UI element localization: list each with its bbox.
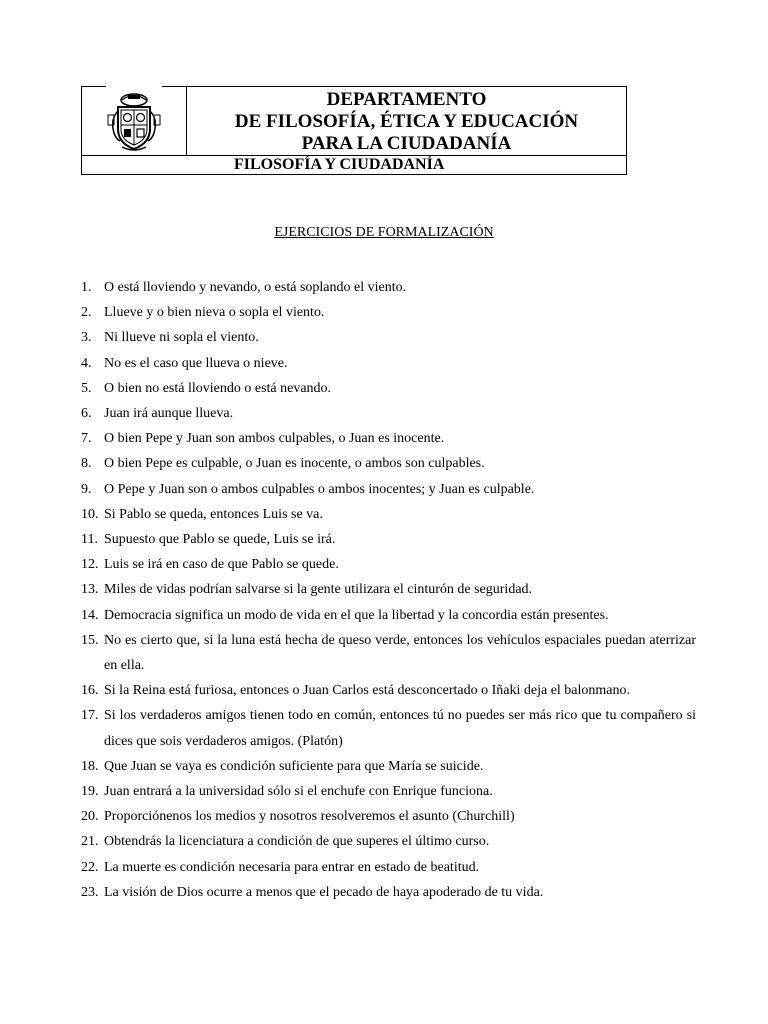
- exercise-item: [81, 300, 696, 325]
- exercise-number: 17.: [81, 708, 99, 724]
- exercise-item: [81, 275, 696, 300]
- exercise-item: [81, 880, 696, 905]
- exercise-item: [81, 703, 696, 753]
- exercise-text: Si la Reina está furiosa, entonces o Juan Carlos está desconcertado o Iñaki deja el balonmano.: [104, 683, 630, 699]
- exercise-item: [81, 855, 696, 880]
- exercise-text: La muerte es condición necesaria para entrar en estado de beatitud.: [104, 859, 480, 875]
- exercise-number: 23.: [81, 884, 99, 900]
- exercise-list: [81, 275, 696, 905]
- exercise-item: [81, 754, 696, 779]
- university-crest-icon: [106, 89, 162, 153]
- exercise-text: La visión de Dios ocurre a menos que el pecado de haya apoderado de tu vida.: [104, 884, 544, 900]
- title-line: PARA LA CIUDADANÍA: [301, 133, 512, 154]
- exercise-item: [81, 351, 696, 376]
- title-line: DEPARTAMENTO: [326, 89, 487, 110]
- exercise-number: 16.: [81, 683, 99, 699]
- document-title-text: EJERCICIOS DE FORMALIZACIÓN: [274, 225, 494, 240]
- exercise-item: [81, 829, 696, 854]
- exercise-item: [81, 804, 696, 829]
- subject-name: FILOSOFÍA Y CIUDADANÍA: [234, 156, 445, 173]
- exercise-text: O bien no está lloviendo o está nevando.: [104, 380, 332, 396]
- exercise-text: Democracia significa un modo de vida en el que la libertad y la concordia están presentes.: [104, 607, 609, 623]
- exercise-text: Juan entrará a la universidad sólo si el enchufe con Enrique funciona.: [104, 784, 493, 800]
- exercise-text: O está lloviendo y nevando, o está soplando el viento.: [104, 280, 407, 295]
- logo-cell: [82, 87, 187, 155]
- exercise-number: 13.: [81, 582, 99, 598]
- exercise-text: Si Pablo se queda, entonces Luis se va.: [104, 506, 323, 522]
- exercise-number: 4.: [81, 355, 92, 371]
- exercise-text: Luis se irá en caso de que Pablo se quede.: [104, 557, 339, 573]
- exercise-item: [81, 678, 696, 703]
- exercise-item: [81, 426, 696, 451]
- document-title: [0, 225, 768, 241]
- exercise-number: 12.: [81, 557, 99, 573]
- exercise-number: 15.: [81, 632, 99, 648]
- exercise-number: 2.: [81, 305, 92, 321]
- exercise-number: 6.: [81, 406, 92, 422]
- exercise-number: 14.: [81, 607, 99, 623]
- exercise-item: [81, 325, 696, 350]
- exercise-item: [81, 779, 696, 804]
- letterhead: [81, 86, 627, 175]
- exercise-number: 1.: [81, 280, 92, 295]
- exercise-number: 8.: [81, 456, 92, 472]
- exercise-number: 20.: [81, 809, 99, 825]
- exercise-text: Supuesto que Pablo se quede, Luis se irá.: [104, 532, 336, 548]
- exercise-item: [81, 603, 696, 628]
- exercise-text: Obtendrás la licenciatura a condición de que superes el último curso.: [104, 834, 490, 850]
- exercise-item: [81, 527, 696, 552]
- exercise-number: 7.: [81, 431, 92, 447]
- exercise-item: [81, 401, 696, 426]
- exercise-text: Que Juan se vaya es condición suficiente para que María se suicide.: [104, 758, 484, 774]
- exercise-item: [81, 552, 696, 577]
- exercise-text: No es cierto que, si la luna está hecha de queso verde, entonces los vehículos espaciales puedan aterrizar en ella.: [104, 632, 696, 674]
- exercise-number: 19.: [81, 784, 99, 800]
- exercise-number: 21.: [81, 834, 99, 850]
- exercise-item: [81, 577, 696, 602]
- exercise-item: [81, 376, 696, 401]
- title-line: DE FILOSOFÍA, ÉTICA Y EDUCACIÓN: [234, 111, 579, 132]
- exercise-text: No es el caso que llueva o nieve.: [104, 355, 288, 371]
- exercise-number: 3.: [81, 330, 92, 346]
- exercise-number: 5.: [81, 380, 92, 396]
- exercise-text: Proporciónenos los medios y nosotros resolveremos el asunto (Churchill): [104, 809, 515, 825]
- exercise-text: O bien Pepe y Juan son ambos culpables, o Juan es inocente.: [104, 431, 445, 447]
- exercise-text: Llueve y o bien nieva o sopla el viento.: [104, 305, 325, 321]
- exercise-text: Si los verdaderos amigos tienen todo en común, entonces tú no puedes ser más rico que tu compañero si dices que sois verdaderos amigos. (Platón): [104, 708, 696, 749]
- exercise-text: O Pepe y Juan son o ambos culpables o ambos inocentes; y Juan es culpable.: [104, 481, 535, 497]
- exercise-text: O bien Pepe es culpable, o Juan es inocente, o ambos son culpables.: [104, 456, 485, 472]
- department-title: [187, 87, 626, 155]
- exercise-item: [81, 451, 696, 476]
- exercise-number: 10.: [81, 506, 99, 522]
- exercise-number: 9.: [81, 481, 92, 497]
- exercise-number: 18.: [81, 758, 99, 774]
- exercise-item: [81, 502, 696, 527]
- exercise-text: Juan irá aunque llueva.: [104, 406, 234, 422]
- exercise-text: Miles de vidas podrían salvarse si la gente utilizara el cinturón de seguridad.: [104, 582, 533, 598]
- exercise-item: [81, 477, 696, 502]
- subject-row: [82, 155, 626, 175]
- exercise-item: [81, 628, 696, 678]
- exercise-number: 11.: [81, 532, 98, 548]
- exercise-text: Ni llueve ni sopla el viento.: [104, 330, 259, 346]
- exercise-number: 22.: [81, 859, 99, 875]
